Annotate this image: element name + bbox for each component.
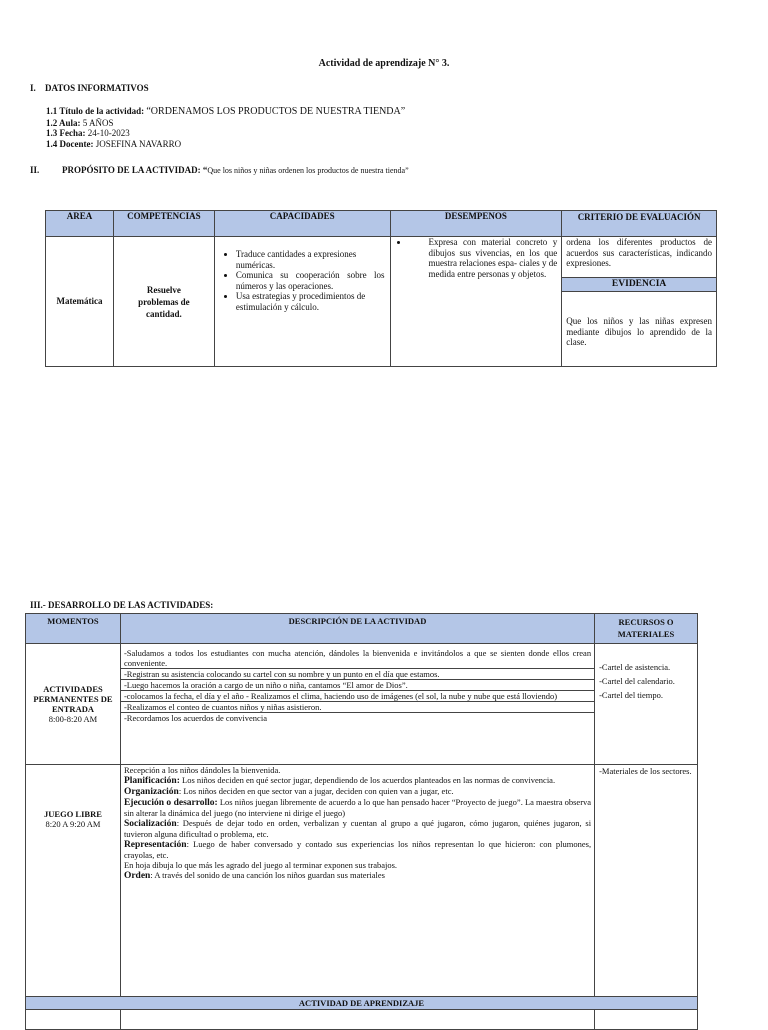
juego-step: Representación: Luego de haber conversado y contado sus experiencias los niños representan lo que hicieron: con plumones, crayolas, etc.	[123, 839, 592, 860]
section-2-proposito: II. PROPÓSITO DE LA ACTIVIDAD: “Que los niños y niñas ordenen los productos de nuestra tienda”	[30, 165, 409, 175]
juego-step: Ejecución o desarrollo: Los niños juegan libremente de acuerdo a lo que han pensado hacer “Proyecto de juego”. La maestra observa sin alterar la dinámica del juego (no interviene ni dirige el juego)	[123, 797, 592, 818]
juego-step: Orden: A través del sonido de una canción los niños guardan sus materiales	[123, 870, 385, 881]
header-desempenos: DESEMPENOS	[390, 211, 562, 237]
moment-time: 8:00-8:20 AM	[48, 714, 98, 724]
resource-item: -Cartel de asistencia.	[599, 662, 671, 672]
resource-item: -Cartel del tiempo.	[599, 690, 664, 700]
juego-step: Socialización: Después de dejar todo en orden, verbalizan y cuentan al grupo a qué jugaron, cómo jugaron, quiénes jugaron, si tuvieron alguna dificultad o problema, etc.	[123, 818, 592, 839]
desarrollo-table	[25, 613, 698, 1030]
moment-time: 8:20 A 9:20 AM	[45, 819, 101, 829]
section-2-title: PROPÓSITO DE LA ACTIVIDAD:	[62, 165, 201, 175]
capacidad-item: • Comunica su cooperación sobre los números y las operaciones.	[236, 270, 385, 291]
header-competencias: COMPETENCIAS	[113, 211, 214, 237]
section-1-title: DATOS INFORMATIVOS	[45, 83, 149, 93]
section-1-heading	[30, 83, 149, 93]
moment-juego-libre: JUEGO LIBRE 8:20 A 9:20 AM	[26, 765, 121, 997]
activity-paragraph: -Saludamos a todos los estudiantes con mucha atención, dándoles la bienvenida e invitándolos a que se sienten donde ellos crean conveniente.	[121, 644, 594, 669]
info-item-aula: 1.2 Aula: 5 AÑOS	[46, 117, 114, 128]
activity-paragraph: -Registran su asistencia colocando su cartel con su nombre y un punto en el día que estamos.	[121, 669, 594, 680]
section-2-text: Que los niños y niñas ordenen los productos de nuestra tienda”	[207, 166, 409, 175]
header-momentos: MOMENTOS	[26, 614, 121, 644]
competencia-cell: Resuelve problemas de cantidad.	[113, 237, 214, 367]
empty-cell	[595, 1010, 698, 1030]
juego-step: Organización: Los niños deciden en que sector van a jugar, deciden con quien van a jugar, etc.	[123, 786, 454, 797]
activity-paragraph: -Luego hacemos la oración a cargo de un niño o niña, cantamos “El amor de Dios”.	[121, 680, 594, 691]
resource-item: -Cartel del calendario.	[599, 676, 675, 686]
capacidad-item: • Traduce cantidades a expresiones numéricas.	[236, 249, 385, 270]
datos-informativos	[46, 106, 405, 149]
info-item-docente: 1.4 Docente: JOSEFINA NAVARRO	[46, 138, 182, 149]
competencias-table	[45, 210, 717, 367]
description-juego-libre	[120, 765, 594, 997]
moment-permanentes: ACTIVIDADES PERMANENTES DE ENTRADA 8:00-8:20 AM	[26, 644, 121, 765]
actividad-aprendizaje-header: ACTIVIDAD DE APRENDIZAJE	[26, 997, 698, 1010]
empty-cell	[26, 1010, 121, 1030]
resource-item: -Materiales de los sectores.	[599, 766, 692, 776]
desempeno-item: • Expresa con material concreto y dibujos sus vivencias, en los que muestra relaciones espa- ciales y de medida entre personas y objetos.	[409, 237, 558, 279]
criterio-text: ordena los diferentes productos de acuerdos sus características, indicando expresiones.	[566, 237, 712, 268]
juego-step: En hoja dibuja lo que más les agrado del juego al terminar exponen sus trabajos.	[123, 860, 398, 870]
resources-juego-libre	[595, 765, 698, 997]
area-cell: Matemática	[46, 237, 114, 367]
info-item-fecha: 1.3 Fecha: 24-10-2023	[46, 128, 130, 138]
resources-permanentes	[595, 644, 698, 765]
header-recursos: RECURSOS O MATERIALES	[595, 614, 698, 644]
section-2-number: II.	[30, 165, 40, 175]
desempenos-cell	[390, 237, 562, 367]
activity-paragraph: -Recordamos los acuerdos de convivencia	[123, 713, 267, 723]
header-area: AREA	[46, 211, 114, 237]
evidencia-text: Que los niños y las niñas expresen mediante dibujos lo aprendido de la clase.	[566, 316, 712, 347]
evidencia-header: EVIDENCIA	[562, 277, 716, 292]
section-3-heading: III.- DESARROLLO DE LAS ACTIVIDADES:	[30, 600, 214, 610]
activity-paragraph: -Realizamos el conteo de cuantos niños y niñas asistieron.	[121, 702, 594, 713]
header-descripcion: DESCRIPCIÓN DE LA ACTIVIDAD	[120, 614, 594, 644]
empty-cell	[120, 1010, 594, 1030]
capacidades-cell	[214, 237, 390, 367]
header-criterio: CRITERIO DE EVALUACIÓN	[562, 211, 717, 237]
document-title: Actividad de aprendizaje N° 3.	[318, 58, 450, 69]
description-permanentes	[120, 644, 594, 765]
juego-step: Planificación: Los niños deciden en qué sector jugar, dependiendo de los acuerdos planteados en las normas de convivencia.	[123, 775, 556, 786]
info-item-title: 1.1 Título de la actividad: “ORDENAMOS LOS PRODUCTOS DE NUESTRA TIENDA”	[46, 106, 406, 117]
activity-paragraph: -colocamos la fecha, el día y el año - Realizamos el clima, haciendo uso de imágenes (el sol, la nube y nube que está lloviendo)	[121, 691, 594, 702]
criterio-cell	[562, 237, 717, 367]
section-1-number: I.	[30, 83, 36, 93]
capacidad-item: • Usa estrategias y procedimientos de estimulación y cálculo.	[236, 291, 385, 312]
header-capacidades: CAPACIDADES	[214, 211, 390, 237]
juego-intro: Recepción a los niños dándoles la bienvenida.	[123, 765, 281, 775]
